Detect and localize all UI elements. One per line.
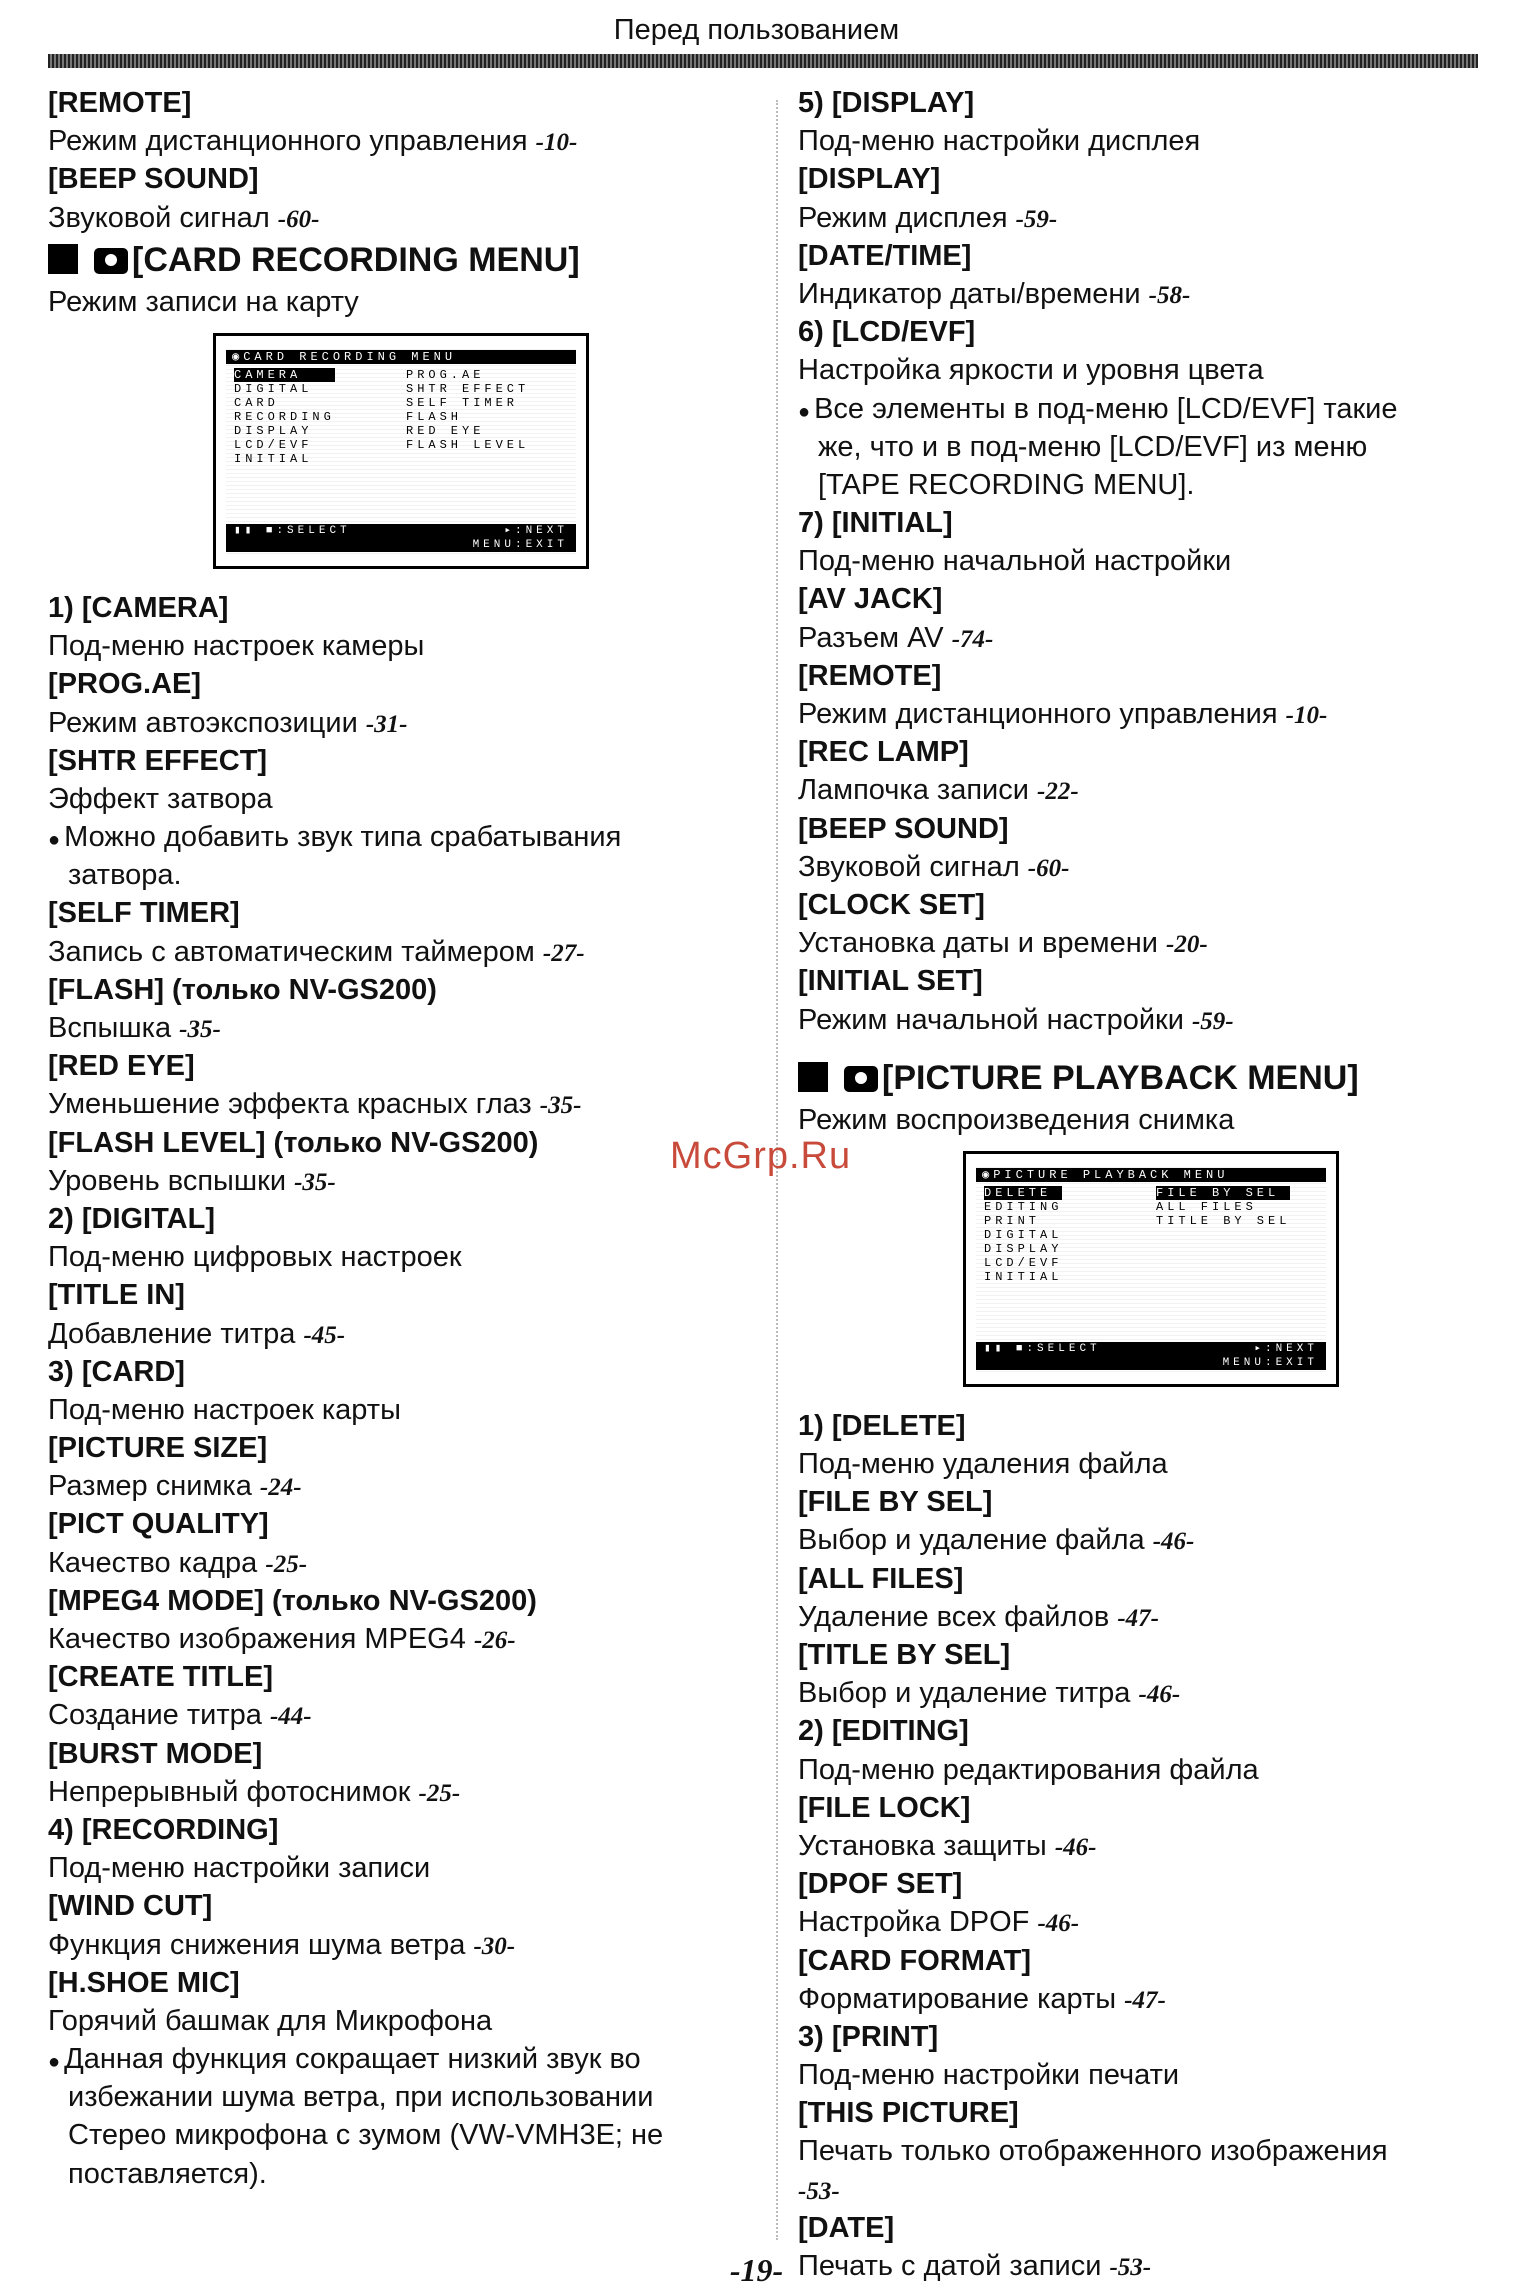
description-text: Горячий башмак для Микрофона xyxy=(48,2004,493,2037)
screen-exit-hint: MENU:EXIT xyxy=(472,538,568,551)
description-text: Под-меню настроек карты xyxy=(48,1393,401,1426)
card-menu-heading xyxy=(48,237,748,283)
playback-menu-screen xyxy=(963,1151,1339,1387)
left-top-block xyxy=(48,84,748,237)
screen-caption xyxy=(976,1168,1326,1182)
bullet-text: Можно добавить звук типа срабатывания xyxy=(64,821,622,854)
screen-menu-item: DISPLAY xyxy=(984,1241,1063,1256)
screen-menu-item: RED EYE xyxy=(406,423,485,438)
card-menu-screen xyxy=(213,333,589,569)
item-description xyxy=(798,619,1488,657)
item-description xyxy=(798,771,1488,809)
bullet-text: Данная функция сокращает низкий звук во xyxy=(64,2043,641,2076)
item-title: [FILE LOCK] xyxy=(798,1791,971,1824)
item-title: [CREATE TITLE] xyxy=(48,1661,273,1694)
item-title: [RED EYE] xyxy=(48,1050,195,1083)
page-reference: -46- xyxy=(1037,1910,1080,1938)
item-description xyxy=(798,351,1488,389)
bullet-text: Все элементы в под-меню [LCD/EVF] такие xyxy=(814,392,1398,425)
description-text: Эффект затвора xyxy=(48,782,273,815)
screen-menu-item: DELETE xyxy=(984,1186,1062,1200)
item-title: [REC LAMP] xyxy=(798,736,969,769)
description-text: Уменьшение эффекта красных глаз xyxy=(48,1088,532,1121)
item-description xyxy=(798,2056,1488,2094)
screen-left-items xyxy=(234,368,335,466)
item-description xyxy=(48,1773,748,1811)
screen-menu-item: CARD xyxy=(234,395,279,410)
description-text: Лампочка записи xyxy=(798,774,1029,807)
description-text: Размер снимка xyxy=(48,1470,252,1503)
description-text: Установка защиты xyxy=(798,1829,1047,1862)
page-reference: -35- xyxy=(294,1168,336,1196)
description-text: Качество изображения MPEG4 xyxy=(48,1623,466,1655)
page-reference: -58- xyxy=(1148,281,1191,309)
bullet-note xyxy=(48,2040,748,2078)
description-text: Под-меню настройки печати xyxy=(798,2059,1180,2092)
screen-exit-hint: MENU:EXIT xyxy=(1222,1356,1318,1369)
item-title: [DATE] xyxy=(798,2211,895,2244)
item-title: [REMOTE] xyxy=(798,659,942,692)
description-text: Под-меню начальной настройки xyxy=(798,545,1232,578)
description-text: Установка даты и времени xyxy=(798,927,1158,960)
page-reference: -46- xyxy=(1152,1528,1195,1556)
screen-menu-item: PROG.AE xyxy=(406,367,485,382)
description-text: Режим начальной настройки xyxy=(798,1003,1184,1036)
page-reference: -47- xyxy=(1117,1604,1159,1632)
page-reference: -53- xyxy=(1109,2254,1152,2281)
item-description xyxy=(48,1926,748,1964)
item-description xyxy=(48,1391,748,1429)
item-title: [DISPLAY] xyxy=(798,163,941,196)
item-description xyxy=(48,1009,748,1047)
item-description xyxy=(798,1598,1488,1636)
item-description xyxy=(798,1827,1488,1865)
item-title: [WIND CUT] xyxy=(48,1890,213,1923)
description-text: Режим дистанционного управления xyxy=(798,698,1278,730)
item-description xyxy=(48,1467,748,1505)
screen-menu-item: LCD/EVF xyxy=(984,1255,1063,1270)
screen-left-items xyxy=(984,1186,1062,1284)
description-text: Качество кадра xyxy=(48,1546,258,1579)
item-title: 1) [CAMERA] xyxy=(48,591,229,624)
item-title: [TITLE IN] xyxy=(48,1279,185,1312)
screen-menu-item: FLASH xyxy=(406,409,463,424)
bullet-icon: ● xyxy=(798,400,811,423)
page-reference: -47- xyxy=(1124,1986,1166,2014)
description-text: Непрерывный фотоснимок xyxy=(48,1775,411,1808)
screen-caption-text: PICTURE PLAYBACK MENU xyxy=(993,1167,1229,1182)
bullet-continuation: Стерео микрофона с зумом (VW-VMH3E; не xyxy=(68,2119,664,2152)
bullet-note xyxy=(798,390,1488,428)
item-description xyxy=(798,122,1488,160)
screen-right-items xyxy=(1156,1186,1290,1228)
header-rule xyxy=(48,54,1478,68)
item-description xyxy=(48,1696,748,1734)
item-title: [MPEG4 MODE] (только NV-GS200) xyxy=(48,1584,537,1617)
screen-bottom-bar xyxy=(976,1342,1326,1370)
item-description xyxy=(798,1445,1488,1483)
page-reference: -44- xyxy=(269,1703,312,1731)
playback-camera-icon xyxy=(844,1066,878,1092)
playback-menu-subtitle: Режим воспроизведения снимка xyxy=(798,1103,1235,1136)
right-top-block xyxy=(798,84,1488,1039)
page-reference: -10- xyxy=(1285,702,1328,729)
description-text: Настройка яркости и уровня цвета xyxy=(798,354,1264,387)
page-number: -19- xyxy=(729,2252,784,2288)
item-title: 2) [EDITING] xyxy=(798,1715,969,1748)
description-text: Запись с автоматическим таймером xyxy=(48,935,535,968)
screen-menu-item: LCD/EVF xyxy=(234,437,313,452)
item-title: [FILE BY SEL] xyxy=(798,1486,993,1519)
description-text: Выбор и удаление файла xyxy=(798,1524,1145,1557)
item-description xyxy=(48,627,748,665)
page-reference: -31- xyxy=(365,710,408,738)
item-title: [BURST MODE] xyxy=(48,1737,263,1770)
screen-menu-item: FILE BY SEL xyxy=(1156,1186,1290,1200)
bullet-note xyxy=(48,818,748,856)
camera-icon: ◉ xyxy=(232,349,244,364)
page-reference: -22- xyxy=(1037,778,1079,806)
item-description xyxy=(798,2132,1488,2170)
screen-select-hint: ▮▮ ■:SELECT xyxy=(984,1342,1101,1355)
item-title: [PICT QUALITY] xyxy=(48,1508,269,1541)
item-description xyxy=(798,199,1488,237)
item-description xyxy=(48,1085,748,1123)
bullet-icon: ● xyxy=(48,829,61,852)
description-text: Под-меню настройки дисплея xyxy=(798,125,1201,158)
page-reference: -25- xyxy=(418,1779,461,1807)
item-description xyxy=(798,1001,1488,1039)
item-title: [BEEP SOUND] xyxy=(48,163,259,196)
left-column xyxy=(48,84,748,2193)
screen-select-hint: ▮▮ ■:SELECT xyxy=(234,524,351,537)
description-text: Настройка DPOF xyxy=(798,1906,1030,1939)
item-title: [TITLE BY SEL] xyxy=(798,1639,1011,1671)
left-body-block xyxy=(48,589,748,2193)
page-reference: -24- xyxy=(259,1474,302,1502)
item-description xyxy=(48,933,748,971)
item-description xyxy=(48,1162,748,1200)
screen-menu-item: SHTR EFFECT xyxy=(406,381,530,396)
item-title: 5) [DISPLAY] xyxy=(798,87,975,119)
description-text: Вспышка xyxy=(48,1012,172,1044)
description-text: Режим дисплея xyxy=(798,201,1008,234)
item-description xyxy=(798,695,1488,733)
item-description xyxy=(798,275,1488,313)
item-description xyxy=(48,1544,748,1582)
screen-menu-item: ALL FILES xyxy=(1156,1199,1257,1214)
screen-right-items xyxy=(406,368,529,452)
page-reference: -59- xyxy=(1015,205,1058,233)
description-text: Удаление всех файлов xyxy=(798,1600,1110,1633)
description-text: Добавление титра xyxy=(48,1317,296,1350)
item-title: [THIS PICTURE] xyxy=(798,2097,1019,2130)
item-title: [FLASH LEVEL] (только NV-GS200) xyxy=(48,1126,539,1159)
screen-next-hint: ▸:NEXT xyxy=(1254,1342,1318,1355)
item-description xyxy=(798,542,1488,580)
item-title: [SHTR EFFECT] xyxy=(48,744,268,777)
item-description xyxy=(798,848,1488,886)
item-title: [INITIAL SET] xyxy=(798,965,983,998)
item-description xyxy=(48,1238,748,1276)
screen-menu-item: INITIAL xyxy=(984,1269,1063,1284)
page-reference: -10- xyxy=(535,129,578,157)
screen-menu-item: DIGITAL xyxy=(234,381,313,396)
description-text: Функция снижения шума ветра xyxy=(48,1928,466,1961)
item-title: 7) [INITIAL] xyxy=(798,507,953,540)
camera-icon xyxy=(94,248,128,274)
screen-next-hint: ▸:NEXT xyxy=(504,524,568,537)
item-title: [ALL FILES] xyxy=(798,1562,964,1595)
page-header: Перед пользованием xyxy=(613,14,900,46)
page-reference: -60- xyxy=(1027,854,1070,882)
description-text: Звуковой сигнал xyxy=(48,201,270,234)
item-title: [CARD FORMAT] xyxy=(798,1944,1032,1977)
item-description xyxy=(48,780,748,818)
bullet-continuation: поставляется). xyxy=(68,2157,267,2190)
bullet-continuation: [TAPE RECORDING MENU]. xyxy=(818,468,1195,501)
card-menu-subtitle: Режим записи на карту xyxy=(48,285,359,318)
screen-menu-item: DIGITAL xyxy=(984,1227,1063,1242)
page-reference: -35- xyxy=(539,1092,582,1120)
screen-menu-item: EDITING xyxy=(984,1199,1063,1214)
description-text: Выбор и удаление титра xyxy=(798,1677,1131,1710)
item-description xyxy=(48,1849,748,1887)
item-title: [PICTURE SIZE] xyxy=(48,1432,268,1465)
description-text: Под-меню цифровых настроек xyxy=(48,1241,462,1274)
screen-menu-item: PRINT xyxy=(984,1213,1041,1228)
item-title: [SELF TIMER] xyxy=(48,897,240,930)
bullet-icon: ● xyxy=(48,2051,61,2074)
item-title: 3) [CARD] xyxy=(48,1355,185,1388)
screen-menu-item: RECORDING xyxy=(234,409,335,424)
screen-menu-item: FLASH LEVEL xyxy=(406,437,530,452)
description-text: Создание титра xyxy=(48,1699,262,1732)
description-text: Режим дистанционного управления xyxy=(48,125,528,158)
playback-menu-title: [PICTURE PLAYBACK MENU] xyxy=(882,1058,1359,1097)
item-title: [DATE/TIME] xyxy=(798,239,972,272)
page-reference: -46- xyxy=(1054,1833,1097,1861)
screen-bottom-bar xyxy=(226,524,576,552)
description-text: Печать с датой записи xyxy=(798,2250,1102,2282)
item-description xyxy=(798,1751,1488,1789)
description-text: Под-меню редактирования файла xyxy=(798,1753,1259,1786)
description-text: Звуковой сигнал xyxy=(798,850,1020,883)
description-text: Под-меню настроек камеры xyxy=(48,630,425,663)
item-description xyxy=(798,1521,1488,1559)
screen-caption-text: CARD RECORDING MENU xyxy=(243,349,457,364)
page-reference-line xyxy=(798,2171,1488,2209)
item-title: [FLASH] (только NV-GS200) xyxy=(48,973,437,1006)
playback-icon: ◉ xyxy=(982,1167,994,1182)
screen-menu-item: TITLE BY SEL xyxy=(1156,1213,1291,1228)
item-title: 6) [LCD/EVF] xyxy=(798,316,976,349)
item-title: 1) [DELETE] xyxy=(798,1409,966,1442)
item-title: 4) [RECORDING] xyxy=(48,1813,279,1846)
description-text: Под-меню настройки записи xyxy=(48,1852,431,1885)
bullet-continuation: избежании шума ветра, при использовании xyxy=(68,2081,654,2114)
page-reference: -20- xyxy=(1166,931,1208,959)
description-text: Под-меню удаления файла xyxy=(798,1448,1168,1481)
description-text: Индикатор даты/времени xyxy=(798,277,1141,310)
square-bullet-icon xyxy=(48,244,78,274)
item-description xyxy=(48,199,748,237)
description-text: Форматирование карты xyxy=(798,1982,1117,2015)
description-text: Печать только отображенного изображения xyxy=(798,2135,1388,2168)
page-reference: -59- xyxy=(1191,1007,1234,1035)
item-description xyxy=(48,122,748,160)
playback-menu-heading xyxy=(798,1055,1488,1101)
card-menu-title: [CARD RECORDING MENU] xyxy=(132,240,580,279)
page-reference: -60- xyxy=(277,205,320,233)
page-reference: -53- xyxy=(798,2177,840,2205)
watermark-text: McGrp.Ru xyxy=(670,1135,852,1177)
item-title: [H.SHOE MIC] xyxy=(48,1966,240,1999)
page-reference: -35- xyxy=(179,1016,221,1043)
item-description xyxy=(48,1315,748,1353)
screen-menu-item: CAMERA xyxy=(234,368,335,382)
item-title: [REMOTE] xyxy=(48,87,192,119)
screen-menu-item: SELF TIMER xyxy=(406,395,519,410)
item-title: 2) [DIGITAL] xyxy=(48,1202,215,1235)
right-body-block xyxy=(798,1407,1488,2285)
screen-menu-item: INITIAL xyxy=(234,451,313,466)
item-title: [PROG.AE] xyxy=(48,668,202,701)
page-reference: -45- xyxy=(303,1321,346,1349)
item-description xyxy=(798,924,1488,962)
item-description xyxy=(48,1620,748,1658)
page-reference: -25- xyxy=(265,1550,308,1578)
page-reference: -27- xyxy=(542,939,585,967)
item-title: [BEEP SOUND] xyxy=(798,812,1009,845)
item-description xyxy=(798,1980,1488,2018)
item-title: [CLOCK SET] xyxy=(798,888,985,921)
item-description xyxy=(798,1674,1488,1712)
bullet-continuation: же, что и в под-меню [LCD/EVF] из меню xyxy=(818,430,1368,463)
right-column xyxy=(798,84,1488,2285)
page-reference: -30- xyxy=(473,1932,516,1960)
item-title: [AV JACK] xyxy=(798,583,943,616)
description-text: Разъем AV xyxy=(798,621,944,654)
screen-menu-item: DISPLAY xyxy=(234,423,313,438)
item-description xyxy=(798,1903,1488,1941)
item-title: [DPOF SET] xyxy=(798,1868,963,1901)
screen-caption xyxy=(226,350,576,364)
item-description xyxy=(48,704,748,742)
description-text: Режим автоэкспозиции xyxy=(48,706,358,739)
square-bullet-icon xyxy=(798,1062,828,1092)
bullet-continuation: затвора. xyxy=(68,859,182,892)
page-reference: -74- xyxy=(951,625,994,653)
description-text: Уровень вспышки xyxy=(48,1164,287,1197)
page-reference: -26- xyxy=(473,1627,516,1654)
page-reference: -46- xyxy=(1138,1681,1181,1709)
item-description xyxy=(48,2002,748,2040)
item-title: 3) [PRINT] xyxy=(798,2020,939,2053)
